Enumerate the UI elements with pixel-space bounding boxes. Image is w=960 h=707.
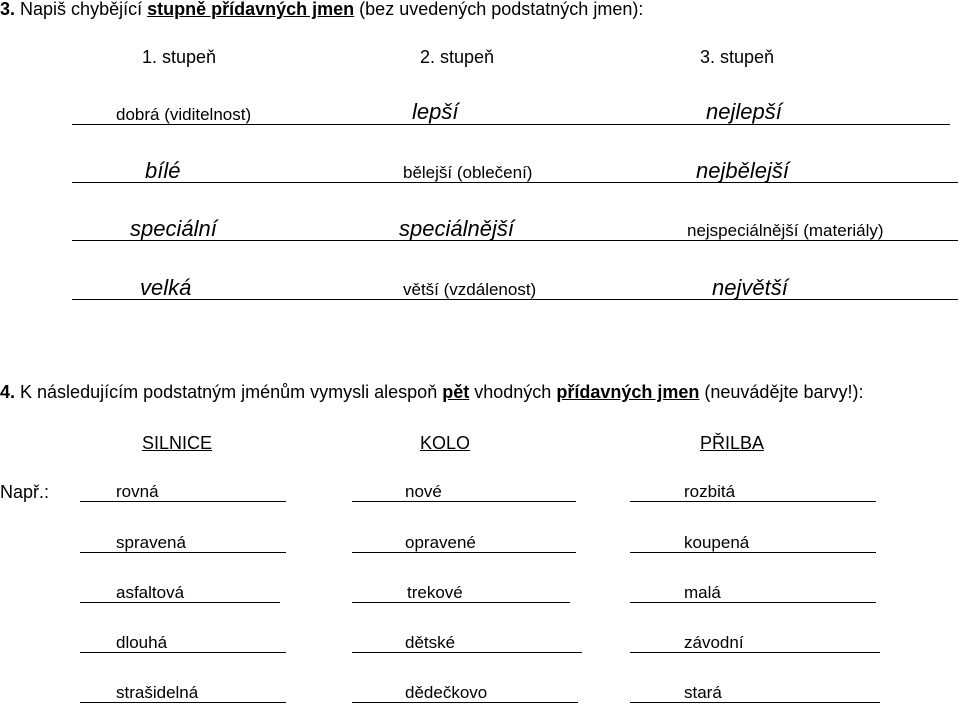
adjective-cell: strašidelná bbox=[116, 683, 199, 702]
answer-line bbox=[80, 552, 286, 553]
task4-text-mid: vhodných bbox=[474, 382, 552, 402]
answer-line bbox=[80, 652, 286, 653]
task4-text-post: (neuvádějte barvy!): bbox=[704, 382, 864, 402]
answer-line bbox=[630, 602, 876, 603]
handwritten-answer: velká bbox=[140, 275, 192, 300]
adjective-cell: dětské bbox=[405, 633, 456, 652]
adjective-cell: spravená bbox=[116, 533, 186, 552]
handwritten-answer: speciálnější bbox=[399, 216, 514, 241]
answer-line bbox=[80, 702, 286, 703]
answer-line bbox=[72, 124, 950, 125]
answer-line bbox=[630, 702, 880, 703]
task4-emphasis-count: pět bbox=[442, 382, 470, 402]
adjective-cell: malá bbox=[684, 583, 721, 602]
handwritten-answer: nejbělejší bbox=[696, 158, 789, 183]
handwritten-answer: speciální bbox=[130, 216, 217, 241]
adjective-cell: rozbitá bbox=[684, 482, 736, 501]
task3-emphasis: stupně přídavných jmen bbox=[147, 0, 355, 19]
example-label: Např.: bbox=[0, 482, 50, 502]
answer-line bbox=[352, 552, 576, 553]
task3-header-2: 2. stupeň bbox=[420, 47, 495, 67]
answer-line bbox=[80, 602, 280, 603]
adjective-cell: rovná bbox=[116, 482, 159, 501]
degree-2-cell: větší (vzdálenost) bbox=[403, 280, 537, 299]
adjective-cell: koupená bbox=[684, 533, 750, 552]
adjective-cell: dlouhá bbox=[116, 633, 168, 652]
handwritten-answer: lepší bbox=[412, 99, 459, 124]
task3-text-post: (bez uvedených podstatných jmen): bbox=[359, 0, 644, 19]
adjective-cell: stará bbox=[684, 683, 722, 702]
degree-3-cell: nejspeciálnější (materiály) bbox=[687, 221, 884, 240]
answer-line bbox=[630, 652, 880, 653]
noun-header-silnice: SILNICE bbox=[142, 433, 213, 453]
degree-1-cell: dobrá (viditelnost) bbox=[116, 105, 252, 124]
answer-line bbox=[72, 182, 958, 183]
degree-2-cell: bělejší (oblečení) bbox=[403, 163, 533, 182]
task3-header-1: 1. stupeň bbox=[142, 47, 217, 67]
answer-line bbox=[352, 501, 576, 502]
answer-line bbox=[352, 652, 582, 653]
task3-number: 3. bbox=[0, 0, 16, 19]
noun-header-prilba: PŘILBA bbox=[700, 433, 765, 453]
answer-line bbox=[352, 702, 578, 703]
handwritten-answer: bílé bbox=[145, 158, 181, 183]
adjective-cell: trekové bbox=[407, 583, 463, 602]
answer-line bbox=[352, 602, 570, 603]
adjective-cell: nové bbox=[405, 482, 442, 501]
task3-instruction bbox=[0, 0, 643, 18]
answer-line bbox=[630, 501, 876, 502]
task3-header-3: 3. stupeň bbox=[700, 47, 775, 67]
answer-line bbox=[80, 501, 286, 502]
answer-line bbox=[630, 552, 876, 553]
adjective-cell: asfaltová bbox=[116, 583, 185, 602]
answer-line bbox=[72, 299, 958, 300]
task4-emphasis-adjectives: přídavných jmen bbox=[556, 382, 700, 402]
adjective-cell: závodní bbox=[684, 633, 744, 652]
task4-text-pre: K následujícím podstatným jménům vymysli alespoň bbox=[20, 382, 438, 402]
noun-header-kolo: KOLO bbox=[420, 433, 471, 453]
handwritten-answer: největší bbox=[712, 275, 788, 300]
adjective-cell: dědečkovo bbox=[405, 683, 488, 702]
adjective-cell: opravené bbox=[405, 533, 476, 552]
handwritten-answer: nejlepší bbox=[706, 99, 782, 124]
task3-text-pre: Napiš chybějící bbox=[20, 0, 143, 19]
task4-number: 4. bbox=[0, 382, 16, 402]
task4-instruction bbox=[0, 383, 863, 401]
